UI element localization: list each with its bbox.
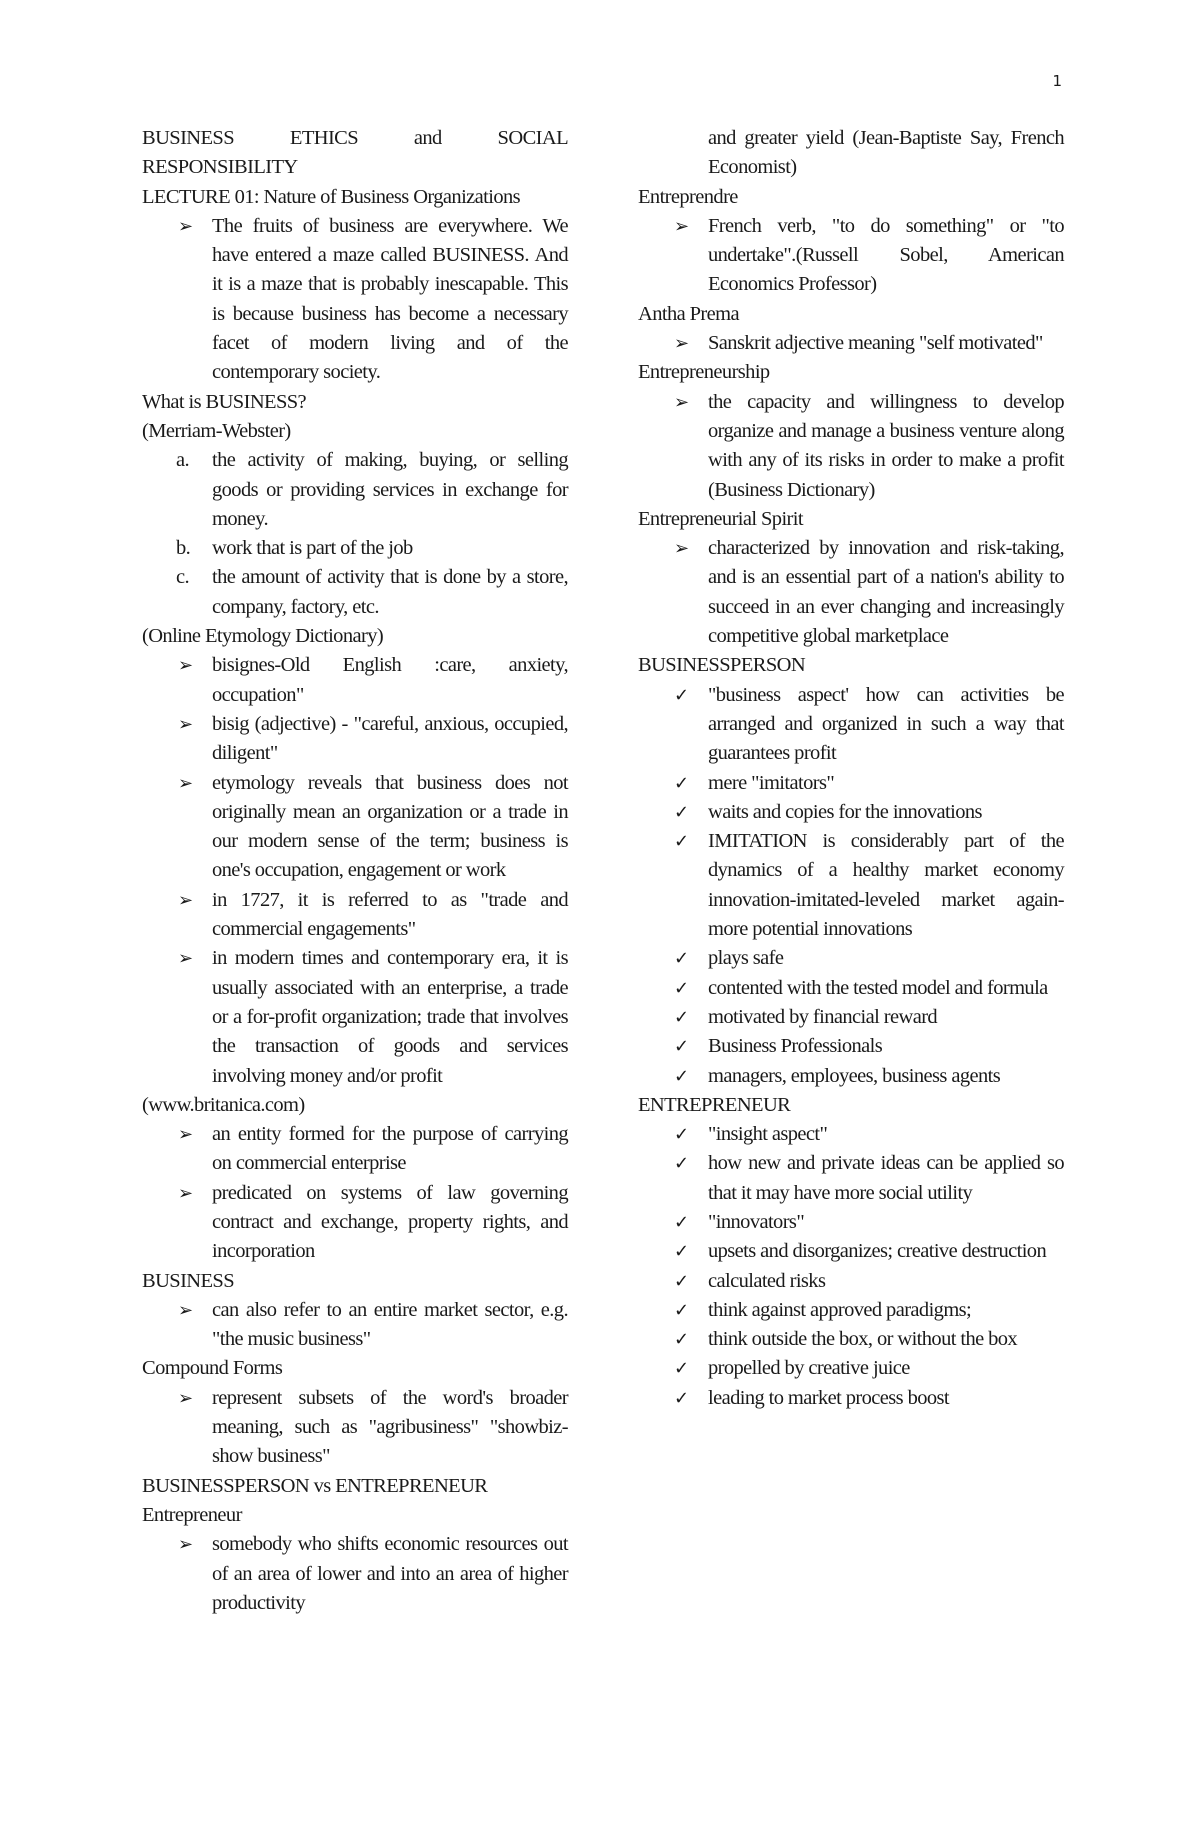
arrow-list: [638, 534, 1064, 651]
checkmark-icon: ✓: [674, 772, 689, 794]
arrow-list: [638, 212, 1064, 300]
checkmark-icon: ✓: [674, 684, 689, 706]
arrow-bullet-icon: ➢: [674, 391, 689, 413]
list-item-text: "business aspect' how can activities be arranged and organized in such a way that guarantees profit: [708, 683, 1064, 765]
list-item-text: an entity formed for the purpose of carrying on commercial enterprise: [212, 1123, 568, 1175]
check-list: [638, 681, 1064, 1091]
arrow-list: [142, 1384, 568, 1472]
checkmark-icon: ✓: [674, 1329, 689, 1351]
list-item-text: can also refer to an entire market sector, e.g. "the music business": [212, 1298, 568, 1351]
list-item-text: predicated on systems of law governing contract and exchange, property rights, and incorporation: [212, 1181, 568, 1263]
arrow-list: [638, 329, 1064, 358]
list-item-text: in 1727, it is referred to as "trade and commercial engagements": [212, 888, 568, 941]
list-item-text: represent subsets of the word's broader meaning, such as "agribusiness" "showbiz-show business": [212, 1386, 568, 1468]
list-item: [142, 1120, 568, 1179]
left-column: [142, 124, 568, 1618]
checkmark-icon: ✓: [674, 1124, 689, 1146]
heading-what-is-business: What is BUSINESS?: [142, 390, 307, 413]
arrow-bullet-icon: ➢: [178, 889, 193, 911]
checkmark-icon: ✓: [674, 948, 689, 970]
list-item: [638, 944, 1064, 973]
arrow-bullet-icon: ➢: [178, 1534, 193, 1556]
list-item: [142, 651, 568, 710]
list-item-text: leading to market process boost: [708, 1386, 950, 1409]
list-item: [638, 329, 1064, 358]
list-item-text: Sanskrit adjective meaning "self motivated": [708, 332, 1043, 355]
checkmark-icon: ✓: [674, 1270, 689, 1292]
list-item: [638, 212, 1064, 300]
list-item: [142, 534, 568, 563]
list-item: [638, 1149, 1064, 1208]
arrow-list: [142, 1120, 568, 1266]
arrow-list: [142, 1530, 568, 1618]
list-letter: c.: [176, 566, 190, 589]
list-item: [638, 1120, 1064, 1149]
list-item: [638, 1384, 1064, 1413]
list-item-text: "insight aspect": [708, 1123, 828, 1146]
heading-antha-prema: Antha Prema: [638, 302, 739, 325]
continued-text: and greater yield (Jean-Baptiste Say, French Economist): [708, 127, 1064, 179]
arrow-bullet-icon: ➢: [178, 1299, 193, 1321]
list-item: [142, 446, 568, 534]
arrow-list: [638, 388, 1064, 505]
heading-business: BUSINESS: [142, 1269, 235, 1292]
list-item: [142, 769, 568, 886]
list-item: [142, 710, 568, 769]
list-letter: b.: [176, 537, 191, 560]
arrow-bullet-icon: ➢: [178, 1124, 193, 1146]
list-item: [142, 1296, 568, 1355]
list-item-text: mere "imitators": [708, 771, 835, 794]
checkmark-icon: ✓: [674, 1036, 689, 1058]
list-item: [638, 1003, 1064, 1032]
checkmark-icon: ✓: [674, 1065, 689, 1087]
list-item: [142, 1179, 568, 1267]
checkmark-icon: ✓: [674, 1387, 689, 1409]
list-item: [638, 681, 1064, 769]
list-item-text: the amount of activity that is done by a store, company, factory, etc.: [212, 566, 568, 618]
list-item: [142, 1384, 568, 1472]
heading-lecture-01-nature-of-business-organizati: LECTURE 01: Nature of Business Organizations: [142, 185, 521, 208]
arrow-list: [142, 212, 568, 388]
list-item: [638, 1325, 1064, 1354]
list-item-text: in modern times and contemporary era, it is usually associated with an enterprise, a trade or a for-profit organization; trade that involves the transaction of goods and services involving money and/or profit: [212, 947, 568, 1087]
list-item-text: upsets and disorganizes; creative destruction: [708, 1240, 1047, 1263]
heading-entrepreneurial-spirit: Entrepreneurial Spirit: [638, 507, 803, 530]
arrow-bullet-icon: ➢: [178, 215, 193, 237]
heading-business-ethics-and-social-responsibilit: BUSINESS ETHICS and SOCIAL RESPONSIBILITY: [142, 127, 568, 179]
arrow-bullet-icon: ➢: [178, 1182, 193, 1204]
checkmark-icon: ✓: [674, 1299, 689, 1321]
list-item: [142, 563, 568, 622]
check-list: [638, 1120, 1064, 1413]
list-item-text: motivated by financial reward: [708, 1005, 938, 1028]
list-item: [638, 974, 1064, 1003]
arrow-bullet-icon: ➢: [178, 655, 193, 677]
list-item-text: managers, employees, business agents: [708, 1064, 1001, 1087]
arrow-bullet-icon: ➢: [674, 333, 689, 355]
list-item-text: how new and private ideas can be applied so that it may have more social utility: [708, 1152, 1064, 1204]
checkmark-icon: ✓: [674, 1358, 689, 1380]
arrow-list: [142, 651, 568, 1090]
list-item-text: the capacity and willingness to develop organize and manage a business venture along with any of its risks in order to make a profit (Business Dictionary): [708, 390, 1064, 501]
list-item-text: contented with the tested model and formula: [708, 976, 1048, 999]
checkmark-icon: ✓: [674, 1153, 689, 1175]
heading-entrepreneur: Entrepreneur: [142, 1503, 242, 1526]
list-item: [638, 534, 1064, 651]
list-item-text: think against approved paradigms;: [708, 1298, 972, 1321]
list-item-text: think outside the box, or without the box: [708, 1328, 1018, 1351]
heading-businessperson-vs-entrepreneur: BUSINESSPERSON vs ENTREPRENEUR: [142, 1474, 488, 1497]
list-item-text: bisig (adjective) - "careful, anxious, occupied, diligent": [212, 712, 568, 765]
list-item: [638, 1062, 1064, 1091]
list-item-text: etymology reveals that business does not originally mean an organization or a trade in our modern sense of the term; business is one's occupation, engagement or work: [212, 771, 568, 882]
arrow-bullet-icon: ➢: [674, 215, 689, 237]
list-item-text: plays safe: [708, 947, 784, 970]
list-item-text: IMITATION is considerably part of the dynamics of a healthy market economy innovation-imitated-leveled market again-more potential innovations: [708, 830, 1064, 941]
list-item-text: bisignes-Old English :care, anxiety, occupation": [212, 654, 568, 706]
heading-compound-forms: Compound Forms: [142, 1357, 283, 1380]
list-item-text: propelled by creative juice: [708, 1357, 910, 1380]
arrow-list: [142, 1296, 568, 1355]
list-item: [142, 886, 568, 945]
heading-merriam-webster: (Merriam-Webster): [142, 419, 291, 442]
checkmark-icon: ✓: [674, 1006, 689, 1028]
list-item: [638, 1208, 1064, 1237]
list-item-text: work that is part of the job: [212, 537, 413, 560]
arrow-bullet-icon: ➢: [178, 713, 193, 735]
heading-entrepreneur: ENTREPRENEUR: [638, 1093, 791, 1116]
list-item-text: "innovators": [708, 1210, 805, 1233]
checkmark-icon: ✓: [674, 831, 689, 853]
checkmark-icon: ✓: [674, 1211, 689, 1233]
list-item: [638, 1267, 1064, 1296]
list-item: [142, 1530, 568, 1618]
heading-www-britanica-com: (www.britanica.com): [142, 1093, 305, 1116]
list-item: [638, 827, 1064, 944]
checkmark-icon: ✓: [674, 1241, 689, 1263]
right-column: [638, 124, 1064, 1413]
heading-online-etymology-dictionary: (Online Etymology Dictionary): [142, 625, 384, 648]
checkmark-icon: ✓: [674, 801, 689, 823]
heading-entrepreneurship: Entrepreneurship: [638, 361, 770, 384]
list-item: [638, 1354, 1064, 1383]
list-item-text: somebody who shifts economic resources out of an area of lower and into an area of higher productivity: [212, 1533, 568, 1614]
arrow-bullet-icon: ➢: [674, 538, 689, 560]
list-letter: a.: [176, 449, 190, 472]
list-item-text: waits and copies for the innovations: [708, 800, 982, 823]
list-item: [142, 212, 568, 388]
page-number: 1: [1052, 72, 1062, 90]
list-item: [638, 1296, 1064, 1325]
list-item-text: the activity of making, buying, or selling goods or providing services in exchange for money.: [212, 449, 568, 530]
list-item-text: The fruits of business are everywhere. We have entered a maze called BUSINESS. And it is a maze that is probably inescapable. This is because business has become a necessary facet of modern living and of the contemporary society.: [212, 214, 568, 384]
list-item: [142, 944, 568, 1090]
heading-entreprendre: Entreprendre: [638, 185, 738, 208]
list-item-text: calculated risks: [708, 1269, 826, 1292]
arrow-bullet-icon: ➢: [178, 772, 193, 794]
heading-businessperson: BUSINESSPERSON: [638, 654, 806, 677]
list-item: [638, 1237, 1064, 1266]
arrow-bullet-icon: ➢: [178, 1387, 193, 1409]
checkmark-icon: ✓: [674, 977, 689, 999]
lettered-list: [142, 446, 568, 622]
list-item-text: French verb, "to do something" or "to undertake".(Russell Sobel, American Economics Professor): [708, 214, 1064, 296]
list-item-text: characterized by innovation and risk-taking, and is an essential part of a nation's ability to succeed in an ever changing and increasingly competitive global marketplace: [708, 537, 1064, 648]
list-item-text: Business Professionals: [708, 1035, 883, 1058]
list-item: [638, 1032, 1064, 1061]
arrow-bullet-icon: ➢: [178, 948, 193, 970]
list-item: [638, 798, 1064, 827]
list-item: [638, 388, 1064, 505]
list-item: [638, 769, 1064, 798]
